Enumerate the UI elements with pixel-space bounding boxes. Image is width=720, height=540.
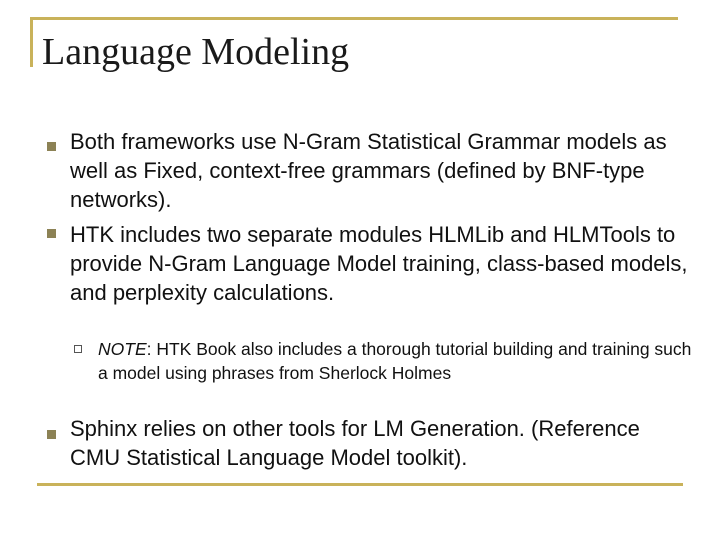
note-text: : HTK Book also includes a thorough tutorial building and training such a model using phrases from Sherlock Holmes: [98, 339, 692, 383]
footer-rule: [37, 483, 683, 486]
square-bullet-icon: [47, 229, 56, 238]
title-frame-top-rule: [30, 17, 678, 20]
slide-title: Language Modeling: [42, 31, 350, 73]
title-frame-left-rule: [30, 17, 33, 67]
sub-bullet-text: [98, 338, 698, 385]
bullet-text: Both frameworks use N-Gram Statistical Grammar models as well as Fixed, context-free grammars (defined by BNF-type networks).: [70, 129, 667, 212]
hollow-square-bullet-icon: [74, 345, 82, 353]
bullet-text: Sphinx relies on other tools for LM Generation. (Reference CMU Statistical Language Model toolkit).: [70, 416, 640, 470]
note-label: NOTE: [98, 339, 147, 359]
square-bullet-icon: [47, 142, 56, 151]
bullet-text: HTK includes two separate modules HLMLib and HLMTools to provide N-Gram Language Model training, class-based models, and perplexity calculations.: [70, 222, 688, 305]
square-bullet-icon: [47, 430, 56, 439]
